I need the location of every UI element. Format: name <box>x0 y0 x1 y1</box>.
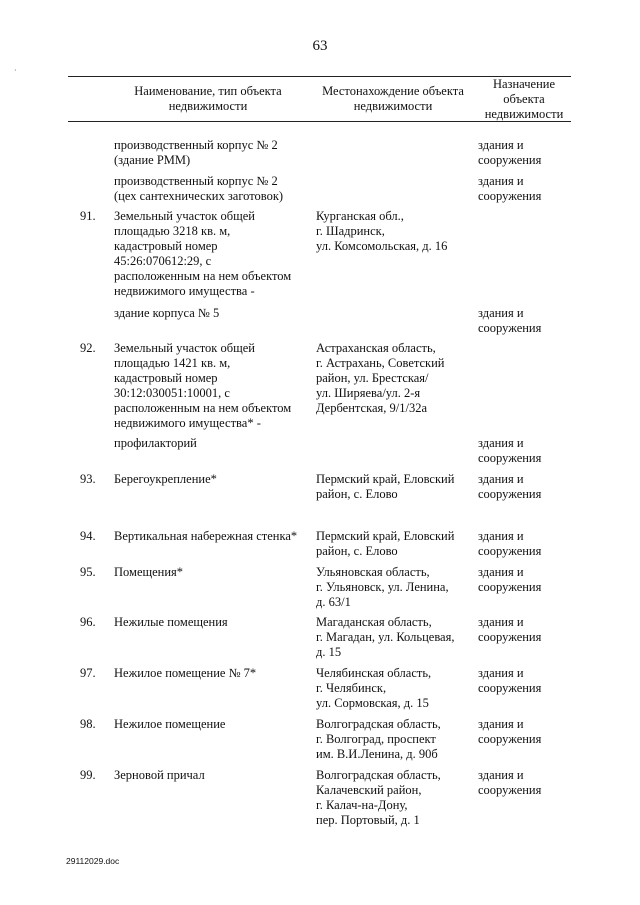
object-purpose: здания и сооружения <box>478 615 542 644</box>
object-name: Помещения* <box>114 565 184 579</box>
object-name: Нежилое помещение № 7* <box>114 666 257 680</box>
object-purpose: здания и сооружения <box>478 717 542 746</box>
object-purpose: здания и сооружения <box>478 666 542 695</box>
object-name: Земельный участок общей площадью 1421 кв. м, кадастровый номер 30:12:030051:10001, с расположенным на нем объектом недвижимого имущества* - <box>114 341 292 430</box>
object-location: Магаданская область, г. Магадан, ул. Кольцевая, д. 15 <box>316 615 455 659</box>
row-number: 92. <box>80 341 96 355</box>
footer-filename: 29112029.doc <box>66 856 120 866</box>
object-name: профилакторий <box>114 436 197 450</box>
object-location: Пермский край, Еловский район, с. Елово <box>316 529 455 558</box>
object-location: Волгоградская область, Калачевский район, г. Калач-на-Дону, пер. Портовый, д. 1 <box>316 768 441 827</box>
object-location: Курганская обл., г. Шадринск, ул. Комсомольская, д. 16 <box>316 209 448 253</box>
row-number: 96. <box>80 615 96 629</box>
row-number: 94. <box>80 529 96 543</box>
row-number: 98. <box>80 717 96 731</box>
margin-dot: · <box>14 66 17 75</box>
object-location: Волгоградская область, г. Волгоград, проспект им. В.И.Ленина, д. 90б <box>316 717 441 761</box>
row-number: 99. <box>80 768 96 782</box>
object-name: Зерновой причал <box>114 768 205 782</box>
row-number: 95. <box>80 565 96 579</box>
header-name-column: Наименование, тип объекта недвижимости <box>134 84 282 113</box>
object-location: Астраханская область, г. Астрахань, Советский район, ул. Брестская/ ул. Ширяева/ул. 2-я Дербентская, 9/1/32а <box>316 341 445 415</box>
row-number: 91. <box>80 209 96 223</box>
object-location: Пермский край, Еловский район, с. Елово <box>316 472 455 501</box>
object-purpose: здания и сооружения <box>478 174 542 203</box>
object-purpose: здания и сооружения <box>478 768 542 797</box>
object-name: Берегоукрепление* <box>114 472 217 486</box>
object-purpose: здания и сооружения <box>478 138 542 167</box>
header-bottom-rule <box>68 121 571 122</box>
row-number: 93. <box>80 472 96 486</box>
object-purpose: здания и сооружения <box>478 565 542 594</box>
object-purpose: здания и сооружения <box>478 472 542 501</box>
header-purpose-column: Назначение объекта недвижимости <box>484 77 564 121</box>
object-location: Ульяновская область, г. Ульяновск, ул. Ленина, д. 63/1 <box>316 565 449 609</box>
object-name: производственный корпус № 2 (здание РММ) <box>114 138 278 167</box>
object-name: Вертикальная набережная стенка* <box>114 529 298 543</box>
object-name: производственный корпус № 2 (цех сантехнических заготовок) <box>114 174 284 203</box>
object-name: здание корпуса № 5 <box>114 306 220 320</box>
object-name: Земельный участок общей площадью 3218 кв. м, кадастровый номер 45:26:070612:29, с расположенным на нем объектом недвижимого имущества - <box>114 209 292 298</box>
header-location-column: Местонахождение объекта недвижимости <box>322 84 464 113</box>
object-name: Нежилые помещения <box>114 615 228 629</box>
object-purpose: здания и сооружения <box>478 436 542 465</box>
object-location: Челябинская область, г. Челябинск, ул. Сормовская, д. 15 <box>316 666 432 710</box>
object-purpose: здания и сооружения <box>478 529 542 558</box>
row-number: 97. <box>80 666 96 680</box>
object-name: Нежилое помещение <box>114 717 226 731</box>
object-purpose: здания и сооружения <box>478 306 542 335</box>
page-number: 63 <box>312 38 328 54</box>
